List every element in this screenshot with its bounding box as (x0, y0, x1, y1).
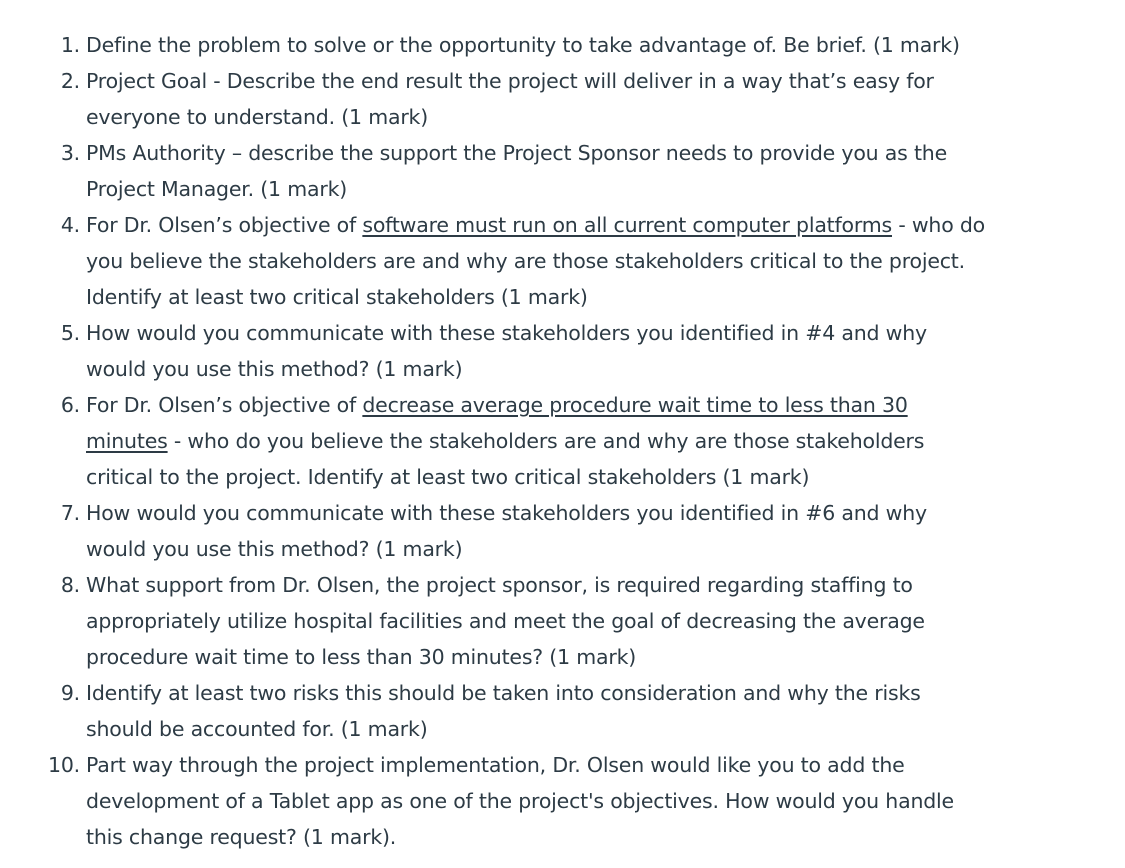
question-3 (0, 135, 1125, 207)
question-number: 7. (60, 501, 80, 525)
question-2 (0, 63, 1125, 135)
question-number: 4. (60, 213, 80, 237)
question-text-line: Identify at least two risks this should be taken into consideration and why the risks (86, 681, 921, 705)
question-text-line: Part way through the project implementation, Dr. Olsen would like you to add the (86, 753, 905, 777)
question-text-line (86, 423, 1085, 459)
question-text-line: Define the problem to solve or the opportunity to take advantage of. Be brief. (1 mark) (86, 33, 960, 57)
question-8 (0, 567, 1125, 675)
question-text-line: How would you communicate with these stakeholders you identified in #4 and why (86, 321, 927, 345)
question-text-line (86, 207, 1085, 243)
question-number: 9. (60, 681, 80, 705)
question-text-line: critical to the project. Identify at least two critical stakeholders (1 mark) (86, 465, 810, 489)
question-text-line: you believe the stakeholders are and why are those stakeholders critical to the project. (86, 249, 965, 273)
question-text-line: would you use this method? (1 mark) (86, 537, 463, 561)
question-text-line: PMs Authority – describe the support the Project Sponsor needs to provide you as the (86, 141, 947, 165)
question-text-line: Project Goal - Describe the end result the project will deliver in a way that’s easy for (86, 69, 934, 93)
question-10 (0, 747, 1125, 855)
question-text-line: Project Manager. (1 mark) (86, 177, 348, 201)
question-text-line: would you use this method? (1 mark) (86, 357, 463, 381)
question-4 (0, 207, 1125, 315)
question-text-line: procedure wait time to less than 30 minutes? (1 mark) (86, 645, 637, 669)
question-7 (0, 495, 1125, 567)
question-text-line: How would you communicate with these stakeholders you identified in #6 and why (86, 501, 927, 525)
question-text-line (86, 387, 1085, 423)
question-text-line: everyone to understand. (1 mark) (86, 105, 429, 129)
underlined-objective: software must run on all current computer platforms (362, 213, 892, 237)
question-number: 6. (60, 393, 80, 417)
question-5 (0, 315, 1125, 387)
question-6 (0, 387, 1125, 495)
question-text-pre: For Dr. Olsen’s objective of (86, 213, 363, 237)
question-number: 3. (60, 141, 80, 165)
question-text-pre: For Dr. Olsen’s objective of (86, 393, 363, 417)
question-number: 1. (60, 33, 80, 57)
question-text-line: should be accounted for. (1 mark) (86, 717, 428, 741)
underlined-objective: decrease average procedure wait time to less than 30 (362, 393, 908, 417)
question-number: 5. (60, 321, 80, 345)
question-number: 10. (47, 753, 80, 777)
question-1 (0, 27, 1125, 63)
underlined-objective: minutes (86, 429, 168, 453)
question-text-line: Identify at least two critical stakeholders (1 mark) (86, 285, 588, 309)
question-text-line: development of a Tablet app as one of the project's objectives. How would you handle (86, 789, 954, 813)
question-text-line: What support from Dr. Olsen, the project sponsor, is required regarding staffing to (86, 573, 913, 597)
question-text-line: this change request? (1 mark). (86, 825, 397, 849)
question-number: 8. (60, 573, 80, 597)
question-text-line: appropriately utilize hospital facilities and meet the goal of decreasing the average (86, 609, 925, 633)
question-9 (0, 675, 1125, 747)
question-text-post: - who do (892, 213, 986, 237)
question-number: 2. (60, 69, 80, 93)
question-list (0, 27, 1125, 855)
question-text-post: - who do you believe the stakeholders are and why are those stakeholders (167, 429, 925, 453)
